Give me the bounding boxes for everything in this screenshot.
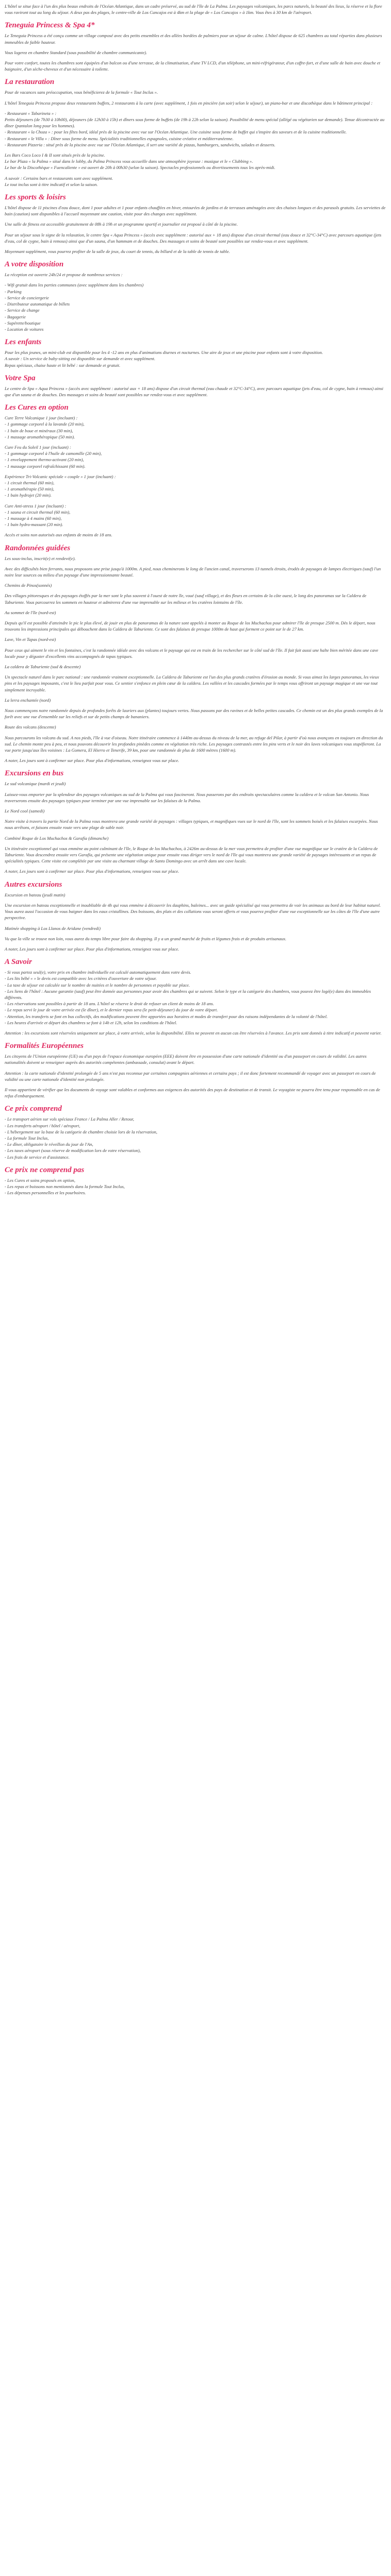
content-sections (5, 21, 386, 1196)
list-item: - Les transferts aéroport / hôtel / aéroport, (5, 1123, 80, 1128)
section-paragraph: Cure Feu du Soleil 1 jour (incluant) : - 1 gommage corporel à l'huile de camomille (20 min), - 1 enveloppement thermo-activant (20 min), - 1 massage corporel rafraîchissant (60 min). (5, 444, 102, 469)
section-paragraph: Pour un séjour sous le signe de la relaxation, le centre Spa « Aqua Princess » (accès avec supplément : autorisé aux + 18 ans) dispose d'un circuit thermal (eau douce et 32°C-34°C) avec parcours aquatique (jets d'eau, col de cygne, bain à remous) ainsi que d'un sauna, d'un hammam et de douches. Des massages et soins de beauté sont possibles sur rendez-vous et avec supplément. (5, 232, 382, 244)
section (5, 880, 386, 952)
section-paragraph: Laissez-vous emporter par la splendeur des paysages volcaniques au sud de la Palma qui vous fascineront. Nous passerons par des endroits spectaculaires comme la caldera et le volcan San Antonio. Nous traverserons ensuite des paysages typiques pour terminer par une vue imprenable sur les falaises de la Palma. (5, 791, 369, 803)
list-item: - Le transport aérien sur vols spéciaux France / La Palma Aller / Retour, (5, 1116, 134, 1122)
section-list (5, 1116, 386, 1160)
section-paragraph: Vu que la ville se trouve non loin, vous aurez du temps libre pour faire du shopping. Il y a un grand marché de fruits et légumes frais et de produits artisanaux. (5, 936, 286, 941)
list-item: - Parking (5, 289, 22, 294)
section-paragraph: Excursion en bateau (jeudi matin) (5, 892, 66, 897)
section (5, 1104, 386, 1160)
section-paragraph: Les Bars Coco Loco I & II sont situés près de la piscine. Le bar Plaza « la Palma » situé dans le lobby, du Palma Princess vous accueille dans une atmosphère joyeuse : musique et le « Clubbing ». Le bar de la Discothèque « Fuencaliente » est ouvert de 20h à 00h30 (selon la saison). Spectacles professionnels ou divertissements tous les après-midi. (5, 152, 275, 171)
section-paragraph: Chemins de Pinos(sonnés) (5, 583, 52, 588)
section-title: La restauration (5, 78, 55, 87)
section-paragraph: Vous logerez en chambre Standard (sous possibilité de chambre communicante). (5, 49, 148, 55)
section-paragraph: Pour ceux qui aiment le vin et les fontaines, c'est la randonnée idéale avec des volcans et le paysage qui est en train de les rechercher sur le côté sud de l'île. Il fait fait aussi une halte bien méritée dans une cave locale pour y déguster d'excellents vins accompagnés de tapas typiques. (5, 647, 379, 659)
section-paragraph: Pour de vacances sans préoccupation, vous bénéficierez de la formule « Tout Inclus ». (5, 90, 158, 95)
section-paragraph: Moyennant supplément, vous pourrez profiter de la salle de jeux, du court de tennis, du billard et de la table de tennis de table. (5, 249, 230, 255)
list-item: - La formule Tout Inclus, (5, 1135, 49, 1141)
section-title: A votre disposition (5, 260, 64, 269)
section-paragraph: Depuis qu'il est possible d'atteindre le pic le plus élevé, de jouir en plus de panoramas de la nature sont appelés à monter au Roque de los Muchachos pour admirer l'île de presque 2500 m. Dès le départ, nous trouvons les impressions principales qui débouchent dans la Caldera de Taburiente. Ce sont des falaises de presque 1000m de haut qui forment ce point sur le de 27 km. (5, 620, 376, 632)
list-item: - Le dîner, obligatoire le réveillon du jour de l'An, (5, 1142, 93, 1147)
section (5, 337, 386, 368)
section-title: Excursions en bus (5, 769, 64, 778)
list-item: - Wifi gratuit dans les parties communes (avec supplément dans les chambres) (5, 282, 144, 288)
section-paragraph: Une excursion en bateau exceptionnelle et inoubliable de 4h qui vous emmène à découvrir les dauphins, baleines... avec un guide spécialisé qui vous permettra de voir les animaux au bord de leur habitat naturel. Vous aurez aussi l'occasion de vous baigner dans les eaux cristallines. Des boissons, des plats et des collations vous seront offerts et vous pourrez profiter d'une vue exceptionnelle sur les côtes de l'île d'une autre perspective. (5, 902, 381, 921)
section-paragraph: La caldera de Taburiente (sud & descente) (5, 664, 81, 670)
section-paragraph: Lave, Vin et Tapas (nord-est) (5, 637, 56, 642)
list-item: - L'hébergement sur la base de la catégorie de chambre choisie lors de la réservation, (5, 1129, 157, 1134)
section (5, 260, 386, 332)
section (5, 957, 386, 1036)
list-item: - Bagagerie (5, 314, 26, 319)
section-paragraph: Accès et soins non autorisés aux enfants de moins de 18 ans. (5, 532, 112, 538)
section-title: Teneguia Princess & Spa 4* (5, 21, 95, 30)
section (5, 193, 386, 255)
list-item: - Les repas et boissons non mentionnés dans la formule Tout Inclus, (5, 1183, 125, 1189)
section-paragraph: La réception est ouverte 24h/24 et propose de nombreux services : (5, 272, 123, 278)
section-title: Les enfants (5, 338, 42, 347)
section (5, 1041, 386, 1099)
section-title: Randonnées guidées (5, 544, 71, 552)
section (5, 403, 386, 538)
section-paragraph: Un spectacle naturel dans le parc national : une randonnée vraiment exceptionnelle. La Caldera de Taburiente est l'un des plus grands cratères d'érosion au monde. Si vous aimez les larges panoramas, les vieux pins et les paysages imposants, c'est le lieu parfait pour vous. Ce sentier s'enfonce en plein cœur de la caldera. Les vallées et les cascades formées par le temps vous offriront un paysage magique et une vue tout simplement incroyable. (5, 674, 379, 692)
list-item: - Supérette/boutique (5, 320, 41, 326)
section-paragraph: Attention : les excursions sont réservées uniquement sur place, à votre arrivée, selon la disponibilité. Elles ne peuvent en aucun cas être réservées à l'avance. Les prix sont donnés à titre indicatif et peuvent varier. (5, 1030, 382, 1036)
section-title: Ce prix comprend (5, 1105, 62, 1113)
section-paragraph: A noter, Les jours sont à confirmer sur place. Pour plus d'informations, renseignez vous sur place. (5, 869, 180, 874)
section-list (5, 1177, 386, 1196)
list-item: - Les dépenses personnelles et les pourboires. (5, 1190, 86, 1196)
section-paragraph: Le centre de Spa « Aqua Princess » (accès avec supplément : autorisé aux + 18 ans) dispose d'un circuit thermal (eau chaude et 32°C-34°C), avec parcours aquatique (jets d'eau, col de cygne, bain à remous) ainsi que d'un sauna et de douches. Des massages et soins de beauté sont possibles sur rendez-vous et avec supplément. (5, 385, 384, 397)
section-paragraph: Pour votre confort, toutes les chambres sont équipées d'un balcon ou d'une terrasse, de la climatisation, d'une TV LCD, d'un téléphone, un mini-réfrigérateur, d'un coffre-fort, et d'une salle de bain avec douche et baignoire, d'un sèche-cheveux et d'un nécessaire à toilette. (5, 60, 381, 72)
page (0, 0, 391, 1206)
section-paragraph: Au sommet de l'île (nord-est) (5, 609, 56, 615)
section-paragraph: A savoir : Certains bars et restaurants sont avec supplément. Le tout inclus sont à titre indicatif et selon la saison. (5, 175, 113, 187)
section-paragraph: Nous parcourons les volcans du sud. A nos pieds, l'île à vue d'oiseau. Notre itinéraire commence à 1440m au-dessus du niveau de la mer, au refuge del Pilar, à partir d'où nous avançons en toujours en direction du sud. Le chemin monte peu à peu, et nous pouvons découvrir les profondes pinèdes comme en végétation très riche. Les paysages contrastés entre les pins verts et le noir des laves volcaniques vous stupéfieront. La vue porte jusqu'aux îles voisines : La Gomera, El Hierro et Tenerife, 39 km, pour une randonnée de plus de 1600 mètres (1600 m). (5, 735, 383, 753)
section-paragraph: Combiné Roque de Los Muchachos & Garafía (dimanche) (5, 835, 109, 841)
section (5, 1165, 386, 1196)
list-item: - Les taxes aéroport (sous réserve de modification lors de votre réservation), (5, 1148, 141, 1154)
section (5, 374, 386, 398)
section-paragraph: Nous commençons notre randonnée depuis de profondes forêts de lauriers aux (plantes) toujours vertes. Nous passons par des ravines et de belles petites cascades. Ce chemin est un des plus grands exemples de la forêt avec une vue d'ensemble sur les reliefs et sur de petits champs de bananiers. (5, 708, 383, 720)
section (5, 21, 386, 72)
list-item: - Service de conciergerie (5, 295, 49, 300)
section-paragraph: A noter, Les jours sont à confirmer sur place. Pour plus d'informations, renseignez vous sur place. (5, 758, 180, 764)
section-paragraph: Cure Terre Volcanique 1 jour (incluant) : - 1 gommage corporel à la lavande (20 min), - 1 bain de boue et minéraux (30 min), - 1 massage aromathérapique (50 min). (5, 415, 85, 439)
section-paragraph: Le sud volcanique (mardi et jeudi) (5, 781, 66, 787)
section-paragraph: Il vous appartient de vérifier que les documents de voyage sont valables et conformes aux exigences des autorités des pays de destination et de transit. Le voyagiste ne pourra être tenu pour responsable en cas de refus d'embarquement. (5, 1087, 380, 1099)
section-paragraph: - Restaurant « Tabarineta » : Petits déjeuners (de 7h30 à 10h00), déjeuners (de 12h30 à 15h) et dîners sous forme de buffets (de 19h à 22h selon la saison). Possibilité de menu spécial (allégé ou végétarien sur demande). Tenue décontractée au dîner (pantalon long pour les hommes). - Restaurant « la Choza » : pour les fêtes bord, idéal près de la piscine avec vue sur l'Océan Atlantique. Une cuisine sous forme de buffet qui s'inspire des saveurs et de la cuisine traditionnelle. - Restaurant « le Villa » : Dîner sous forme de menu. Spécialités traditionnelles espagnoles, cuisine créative et méditerranéenne. - Restaurant Pizzeria : situé près de la piscine avec vue sur l'Océan Atlantique, il sert une variété de pizzas, hamburgers, sandwichs, salades et desserts. (5, 110, 385, 147)
section-paragraph: - Si vous partez seul(e), votre prix en chambre individuelle est calculé automatiquement dans votre devis. - Les lits bébé « » le devis est compatible avec les critères d'ouverture de votre séjour. - La taxe de séjour est calculée sur le nombre de nuitées et le nombre de personnes et payable sur place. - Les liens de l'hôtel : Aucune garantie (sauf) peut être donnée aux personnes pour avoir des chambres qui se suivent. Selon le type et la catégorie des chambres, vous pouvez être logé(e) dans des immeubles différents. - Les réservations sont possibles à partir de 18 ans. L'hôtel se réserve le droit de refuser un client de moins de 18 ans. - Le repas servi le jour de votre arrivée est (le dîner), et le dernier repas sera (le petit-déjeuner) du jour de votre départ. - Attention, les transferts se font en bus collectifs, des modifications peuvent être apportées aux horaires et modes de transfert pour des raisons indépendantes de la volonté de l'hôtel. - Les heures d'arrivée et départ des chambres se font à 14h et 12h, selon les conditions de l'hôtel. (5, 970, 371, 1025)
section-title: Autres excursions (5, 880, 62, 889)
section-paragraph: Des villages pittoresques et des paysages étoffés par la mer sont le plus souvent à l'ouest de notre île, voué (sauf village), et des fleurs en certains de la côte ouest, le long des panoramas sur la Caldera de Taburiente. Vous parcourrez les sommets en hauteur et admirerez d'une vue imprenable sur les milieux et les cratères lointains de l'île. (5, 593, 367, 605)
section (5, 544, 386, 764)
section-paragraph: A noter, Les jours sont à confirmer sur place. Pour plus d'informations, renseignez vous sur place. (5, 946, 180, 952)
section-paragraph: Un itinéraire exceptionnel qui vous emmène au point culminant de l'île, le Roque de los Muchachos, à 2426m au-dessus de la mer vous permettra de profiter d'une vue magnifique sur le cratère de la Caldera de Taburiente. Vous descendrez ensuite vers Garafía, qui présente une végétation unique pour ensuite vous diriger vers le nord de l'île qui vous montrera une grande variété de paysages intéressants et un repas de spécialités typiques. Cette visite est complétée par une visite au charmant village de Santo Domingo avec un arrêt dans une cave locale. (5, 845, 378, 864)
section-title: Votre Spa (5, 374, 36, 382)
section-paragraph: Les citoyens de l'Union européenne (UE) ou d'un pays de l'espace économique européen (EEE) doivent être en possession d'une carte nationale d'identité ou d'un passeport en cours de validité. Les autres nationalités doivent se renseigner auprès des autorités compétentes (ambassade, consulat) avant le départ. (5, 1054, 367, 1065)
section (5, 769, 386, 874)
section (5, 77, 386, 188)
list-item: - Distributeur automatique de billets (5, 301, 70, 307)
list-item: - Location de voitures (5, 326, 44, 332)
list-item: - Service de change (5, 308, 40, 313)
section-paragraph: Les sous-inclus, inscrit(e) et rendevé(e). (5, 555, 76, 561)
section-paragraph: Avec des difficultés bien ferrants, nous proposons une prise jusqu'à 1000m. A pied, nous cheminerons le long de l'ancien canal, traverserons 13 tunnels étroits, érodés de paysages de lampes électriques (sauf) l'un noire leur sources ou milieu d'un paysage d'une impressionnante beauté. (5, 566, 381, 578)
section-paragraph: Cure Anti-stress 1 jour (incluant) : - 1 sauna et circuit thermal (60 min), - 1 massage à 4 mains (60 min), - 1 bain hydro-massant (20 min). (5, 503, 71, 528)
section-paragraph: Expérience Tri-Volcanic spéciale « couple » 1 jour (incluant) : - 1 circuit thermal (60 min), - 1 aromathérapie (50 min), - 1 bain hydrojet (20 min). (5, 473, 116, 498)
section-paragraph: Notre visite à travers la partie Nord de la Palma vous montrera une grande variété de paysages : villages typiques, et magnifiques vues sur le nord de l'île, sont les sommets boisés et les falaises escarpées. Nous nous arrêtons, et faisons ensuite route vers une plage de sable noir. (5, 819, 378, 831)
section-paragraph: Route des volcans (descente) (5, 724, 56, 730)
section-title: Les sports & loisirs (5, 193, 66, 202)
section-paragraph: Pour les plus jeunes, un mini-club est disponible pour les 4 -12 ans en plus d'animations diurnes et nocturnes. Une aire de jeux et une piscine pour enfants sont à votre disposition. A savoir : Un service de baby-sitting est disponible sur demande et avec supplément. Repas spéciaux, chaise haute et lit bébé : sur demande et gratuit. (5, 350, 323, 368)
section-paragraph: Attention : la carte nationale d'identité prolongée de 5 ans n'est pas reconnue par certaines compagnies aériennes et certains pays ; il est donc fortement recommandé de voyager avec un passeport en cours de validité ou une carte nationale d'identité non prolongée. (5, 1070, 376, 1082)
section-paragraph: Le Nord cool (samedi) (5, 808, 45, 814)
section-paragraph: L'hôtel Teneguia Princess propose deux restaurants buffets, 2 restaurants à la carte (avec supplément, 1 fois en pincière (un soir) selon le séjour), un piano-bar et une discothèque dans le bâtiment principal : (5, 100, 373, 106)
section-title: Ce prix ne comprend pas (5, 1165, 85, 1174)
section-title: Formalités Européennes (5, 1042, 84, 1050)
section-paragraph: La lerra enchantée (nord) (5, 697, 51, 703)
section-paragraph: Matinée shopping à Los Llanos de Aridane (vendredi) (5, 925, 101, 931)
section-paragraph: Une salle de fitness est accessible gratuitement de 08h à 19h et un programme sportif et journalier est proposé à côté de la piscine. (5, 222, 238, 227)
section-title: A Savoir (5, 958, 32, 967)
list-item: - Les frais de service et d'assistance. (5, 1154, 70, 1160)
section-title: Les Cures en option (5, 403, 69, 412)
section-paragraph: L'hôtel dispose de 11 piscines d'eau douce, dont 1 pour adultes et 1 pour enfants chauffées en hiver, entourées de jardins et de terrasses aménagées avec des chaises longues et des parasols gratuits. Les serviettes de bain (caution) sont disponibles à l'accueil moyennant une caution, visite pour des changes avec supplément. (5, 205, 386, 217)
section-paragraph: Le Teneguia Princess a été conçu comme un village composé avec des petits ensembles et des allées bordées de palmiers pour un séjour de calme. L'hôtel dispose de 625 chambres au total réparties dans plusieurs immeubles de faible hauteur. (5, 33, 382, 45)
list-item: - Les Cures et soins proposés en option, (5, 1177, 75, 1183)
section-list (5, 282, 386, 332)
intro-paragraph: L'hôtel se situe face à l'un des plus beaux endroits de l'Océan Atlantique, dans un cadre préservé, au sud de l'île de La Palma. Les paysages volcaniques, les parcs naturels, la beauté des lieux, la réserve et la flore vous raviront tout au long du séjour. A deux pas des plages, le centre-ville de Los Cancajos est à 4km et la plage de « Los Cancajos » à 1km. Vous êtes à 30 km de l'aéroport. (5, 4, 382, 15)
